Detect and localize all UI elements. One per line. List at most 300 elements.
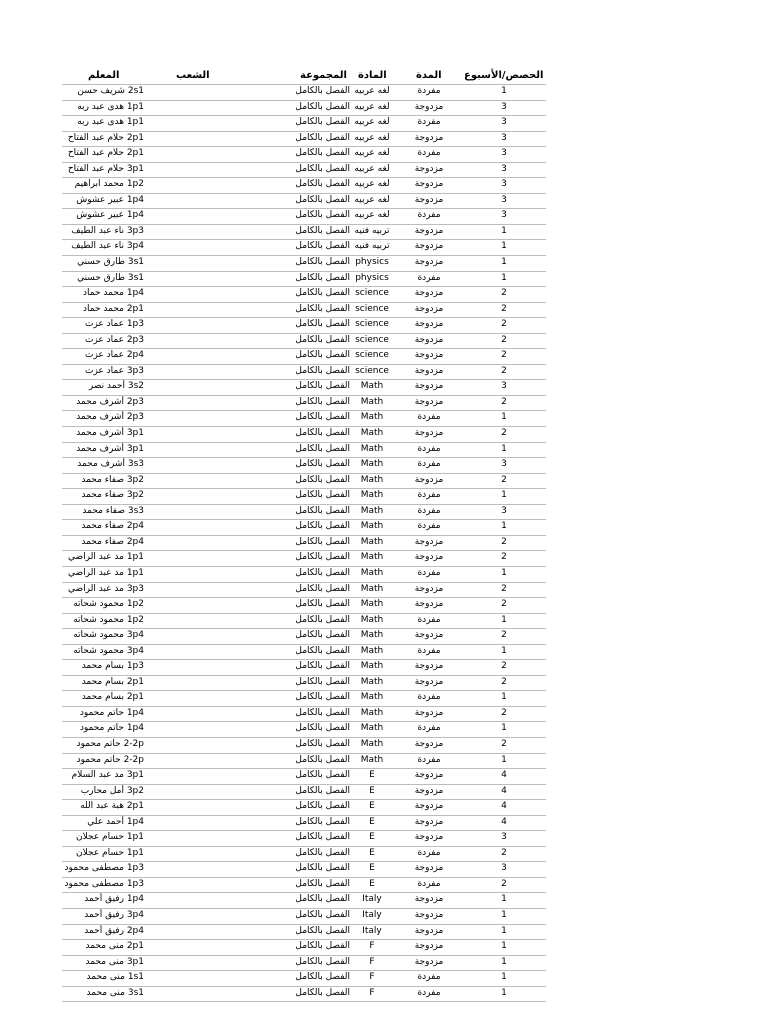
periods-cell: 1 [501,909,507,920]
group-cell: الفصل بالكامل [295,365,350,376]
group-cell: الفصل بالكامل [295,956,350,967]
table-row [62,753,546,769]
periods-cell: 1 [501,925,507,936]
group-cell: الفصل بالكامل [295,614,350,625]
group-cell: الفصل بالكامل [295,567,350,578]
teacher-cell: 1p1 هدى عبد ربه [77,101,144,112]
group-cell: الفصل بالكامل [295,536,350,547]
teacher-cell: 1p1 مد عبد الراضي [68,567,144,578]
table-row [62,815,546,831]
table-row [62,426,546,442]
teacher-cell: 2p1 حلام عبد الفتاح [67,148,144,159]
duration-cell: مزدوجة [414,396,444,407]
table-row [62,939,546,955]
table-row [62,457,546,473]
teacher-cell: 2p1 محمد حماد [83,303,144,314]
periods-cell: 2 [501,552,507,563]
teacher-cell: 2p4 عماد عزت [84,350,144,361]
subject-cell: science [355,319,389,330]
teacher-cell: 3p4 رفيق أحمد [84,909,144,920]
duration-cell: مزدوجة [414,583,444,594]
periods-cell: 2 [501,707,507,718]
periods-cell: 2 [501,599,507,610]
duration-cell: مزدوجة [414,474,444,485]
subject-cell: Math [360,428,384,439]
subject-cell: Math [360,692,384,703]
duration-cell: مفردة [417,614,441,625]
table-row [62,675,546,691]
subject-cell: Math [360,396,384,407]
subject-cell: Math [360,661,384,672]
table-row [62,131,546,147]
table-row [62,286,546,302]
subject-cell: Math [360,676,384,687]
subject-cell: Math [360,567,384,578]
subject-cell: F [369,972,375,983]
duration-cell: مزدوجة [414,630,444,641]
duration-cell: مزدوجة [414,163,444,174]
duration-cell: مفردة [417,86,441,96]
group-cell: الفصل بالكامل [295,194,350,205]
teacher-cell: 1p2 محمود شحاته [73,614,144,625]
duration-cell: مزدوجة [414,599,444,610]
table-row [62,302,546,318]
periods-cell: 3 [501,194,507,205]
teacher-cell: 2-2p حاتم محمود [76,754,144,765]
subject-cell: Math [360,474,384,485]
table-row [62,582,546,598]
periods-cell: 1 [501,241,507,252]
subject-cell: Math [360,754,384,765]
table-row [62,488,546,504]
group-cell: الفصل بالكامل [295,909,350,920]
table-row [62,986,546,1003]
subject-cell: physics [355,272,389,283]
duration-cell: مزدوجة [414,909,444,920]
teacher-cell: 2p1 هبة عبد الله [80,801,144,812]
table-row [62,193,546,209]
periods-cell: 3 [501,117,507,128]
group-cell: الفصل بالكامل [295,179,350,190]
group-cell: الفصل بالكامل [295,925,350,936]
duration-cell: مزدوجة [414,225,444,236]
group-cell: الفصل بالكامل [295,334,350,345]
periods-cell: 4 [501,770,507,781]
periods-cell: 2 [501,319,507,330]
periods-cell: 3 [501,163,507,174]
table-row [62,224,546,240]
teacher-cell: 2s1 شريف حسن [77,86,144,96]
header-group: المجموعة [300,70,347,81]
duration-cell: مفردة [417,692,441,703]
subject-cell: Math [360,490,384,501]
table-row [62,348,546,364]
group-cell: الفصل بالكامل [295,894,350,905]
subject-cell: لغه عربيه [354,210,390,221]
subject-cell: E [369,770,375,781]
periods-cell: 1 [501,521,507,532]
table-row [62,861,546,877]
subject-cell: E [369,878,375,889]
header-section: الشعب [176,70,210,81]
duration-cell: مفردة [417,490,441,501]
teacher-cell: 2p4 صفاء محمد [81,521,144,532]
teacher-cell: 3p1 أشرف محمد [76,443,144,454]
duration-cell: مفردة [417,272,441,283]
group-cell: الفصل بالكامل [295,941,350,952]
teacher-cell: 2p4 رفيق أحمد [84,925,144,936]
table-row [62,535,546,551]
periods-cell: 2 [501,350,507,361]
duration-cell: مفردة [417,505,441,516]
subject-cell: تربيه فنيه [354,225,390,236]
table-row [62,737,546,753]
subject-cell: Math [360,614,384,625]
group-cell: الفصل بالكامل [295,770,350,781]
teacher-cell: 3s2 أحمد نصر [88,381,144,392]
duration-cell: مزدوجة [414,941,444,952]
teacher-cell: 3p2 أمل محارب [80,785,144,796]
table-row [62,644,546,660]
duration-cell: مفردة [417,754,441,765]
periods-cell: 2 [501,303,507,314]
table-row [62,550,546,566]
teacher-cell: 3s3 أشرف محمد [77,459,144,470]
table-row [62,84,546,100]
duration-cell: مفردة [417,148,441,159]
subject-cell: E [369,832,375,843]
subject-cell: E [369,816,375,827]
periods-cell: 2 [501,878,507,889]
table-row [62,846,546,862]
table-row [62,146,546,162]
duration-cell: مفردة [417,878,441,889]
group-cell: الفصل بالكامل [295,754,350,765]
table-row [62,908,546,924]
group-cell: الفصل بالكامل [295,583,350,594]
table-row [62,784,546,800]
subject-cell: لغه عربيه [354,179,390,190]
teacher-cell: 1p1 حسام عجلان [76,832,144,843]
teacher-cell: 1p3 عماد عزت [84,319,144,330]
table-row [62,659,546,675]
group-cell: الفصل بالكامل [295,474,350,485]
table-row [62,613,546,629]
duration-cell: مزدوجة [414,536,444,547]
periods-cell: 2 [501,396,507,407]
periods-cell: 1 [501,225,507,236]
group-cell: الفصل بالكامل [295,132,350,143]
group-cell: الفصل بالكامل [295,972,350,983]
periods-cell: 2 [501,676,507,687]
subject-cell: E [369,847,375,858]
duration-cell: مزدوجة [414,770,444,781]
table-row [62,566,546,582]
subject-cell: لغه عربيه [354,163,390,174]
periods-cell: 1 [501,754,507,765]
table-row [62,830,546,846]
duration-cell: مفردة [417,521,441,532]
subject-cell: Math [360,521,384,532]
subject-cell: Italy [362,925,382,936]
group-cell: الفصل بالكامل [295,428,350,439]
periods-cell: 2 [501,661,507,672]
duration-cell: مفردة [417,987,441,998]
group-cell: الفصل بالكامل [295,521,350,532]
periods-cell: 3 [501,101,507,112]
teacher-cell: 3p3 مد عبد الراضي [68,583,144,594]
subject-cell: Italy [362,894,382,905]
subject-cell: Math [360,505,384,516]
teacher-cell: 3p1 حلام عبد الفتاح [67,163,144,174]
group-cell: الفصل بالكامل [295,738,350,749]
periods-cell: 1 [501,490,507,501]
periods-cell: 3 [501,179,507,190]
table-body [62,84,546,1002]
subject-cell: لغه عربيه [354,148,390,159]
subject-cell: Math [360,645,384,656]
group-cell: الفصل بالكامل [295,303,350,314]
subject-cell: لغه عربيه [354,101,390,112]
periods-cell: 2 [501,583,507,594]
group-cell: الفصل بالكامل [295,381,350,392]
teacher-cell: 3p1 مد عبد السلام [71,770,144,781]
duration-cell: مزدوجة [414,832,444,843]
table-row [62,255,546,271]
table-row [62,100,546,116]
group-cell: الفصل بالكامل [295,816,350,827]
group-cell: الفصل بالكامل [295,676,350,687]
subject-cell: Math [360,583,384,594]
group-cell: الفصل بالكامل [295,987,350,998]
table-row [62,519,546,535]
table-row [62,177,546,193]
duration-cell: مفردة [417,412,441,423]
subject-cell: Math [360,412,384,423]
teacher-cell: 3s1 طارق حسني [77,257,144,268]
periods-cell: 1 [501,987,507,998]
teacher-cell: 1p4 حاتم محمود [79,707,144,718]
group-cell: الفصل بالكامل [295,847,350,858]
teacher-cell: 3p1 أشرف محمد [76,428,144,439]
periods-cell: 1 [501,86,507,96]
teacher-cell: 3p4 محمود شحاته [73,630,144,641]
duration-cell: مفردة [417,972,441,983]
periods-cell: 3 [501,210,507,221]
teacher-cell: 1p4 أحمد علي [87,816,144,827]
subject-cell: F [369,956,375,967]
subject-cell: Math [360,459,384,470]
periods-cell: 3 [501,459,507,470]
periods-cell: 3 [501,863,507,874]
periods-cell: 1 [501,272,507,283]
group-cell: الفصل بالكامل [295,863,350,874]
teacher-cell: 3s3 صفاء محمد [82,505,144,516]
teacher-cell: 3p2 صفاء محمد [81,474,144,485]
duration-cell: مزدوجة [414,365,444,376]
teacher-cell: 3p3 ناء عبد الطيف [71,225,144,236]
teacher-cell: 1p2 محمد ابراهيم [74,179,144,190]
duration-cell: مزدوجة [414,319,444,330]
duration-cell: مزدوجة [414,194,444,205]
periods-cell: 2 [501,334,507,345]
teacher-cell: 1p4 عبير عشوش [76,210,144,221]
periods-cell: 1 [501,972,507,983]
table-row [62,271,546,287]
table-row [62,690,546,706]
table-row [62,706,546,722]
table-row [62,597,546,613]
subject-cell: Math [360,707,384,718]
periods-cell: 1 [501,692,507,703]
subject-cell: Math [360,630,384,641]
teacher-cell: 3p4 ناء عبد الطيف [71,241,144,252]
header-subject: المادة [358,70,387,81]
periods-cell: 1 [501,956,507,967]
periods-cell: 3 [501,381,507,392]
subject-cell: science [355,350,389,361]
periods-cell: 1 [501,412,507,423]
subject-cell: Math [360,723,384,734]
periods-cell: 2 [501,365,507,376]
teacher-cell: 3p1 منى محمد [85,956,144,967]
duration-cell: مزدوجة [414,101,444,112]
duration-cell: مفردة [417,443,441,454]
periods-cell: 2 [501,536,507,547]
group-cell: الفصل بالكامل [295,163,350,174]
teacher-cell: 1p3 بسام محمد [81,661,144,672]
teacher-cell: 3s1 طارق حسني [77,272,144,283]
periods-cell: 1 [501,443,507,454]
group-cell: الفصل بالكامل [295,785,350,796]
subject-cell: E [369,863,375,874]
table-row [62,317,546,333]
table-row [62,892,546,908]
subject-cell: physics [355,257,389,268]
group-cell: الفصل بالكامل [295,319,350,330]
duration-cell: مزدوجة [414,816,444,827]
teacher-cell: 2p1 حلام عبد الفتاح [67,132,144,143]
group-cell: الفصل بالكامل [295,878,350,889]
group-cell: الفصل بالكامل [295,630,350,641]
subject-cell: Italy [362,909,382,920]
duration-cell: مزدوجة [414,428,444,439]
periods-cell: 1 [501,614,507,625]
duration-cell: مزدوجة [414,785,444,796]
subject-cell: تربيه فنيه [354,241,390,252]
duration-cell: مزدوجة [414,257,444,268]
group-cell: الفصل بالكامل [295,210,350,221]
header-teacher: المعلم [88,70,120,81]
subject-cell: Math [360,443,384,454]
table-row [62,364,546,380]
table-row [62,504,546,520]
subject-cell: Math [360,552,384,563]
teacher-cell: 3p4 محمود شحاته [73,645,144,656]
periods-cell: 2 [501,288,507,299]
duration-cell: مزدوجة [414,707,444,718]
table-row [62,410,546,426]
table-row [62,239,546,255]
duration-cell: مفردة [417,645,441,656]
table-row [62,924,546,940]
teacher-cell: 3p3 عماد عزت [84,365,144,376]
table-header [62,68,546,84]
duration-cell: مزدوجة [414,303,444,314]
group-cell: الفصل بالكامل [295,86,350,96]
periods-cell: 3 [501,148,507,159]
teacher-cell: 1p3 مصطفى محمود [64,878,144,889]
subject-cell: Math [360,381,384,392]
duration-cell: مفردة [417,847,441,858]
subject-cell: لغه عربيه [354,117,390,128]
table-row [62,721,546,737]
teacher-cell: 2p3 أشرف محمد [76,396,144,407]
teacher-cell: 2p1 بسام محمد [81,676,144,687]
group-cell: الفصل بالكامل [295,707,350,718]
teacher-cell: 1p1 حسام عجلان [76,847,144,858]
table-row [62,970,546,986]
table-row [62,473,546,489]
group-cell: الفصل بالكامل [295,459,350,470]
duration-cell: مزدوجة [414,381,444,392]
table-row [62,208,546,224]
table-row [62,442,546,458]
subject-cell: science [355,303,389,314]
subject-cell: science [355,334,389,345]
duration-cell: مزدوجة [414,288,444,299]
duration-cell: مزدوجة [414,552,444,563]
teacher-cell: 3p2 صفاء محمد [81,490,144,501]
teacher-cell: 1s1 منى محمد [86,972,144,983]
duration-cell: مزدوجة [414,925,444,936]
group-cell: الفصل بالكامل [295,241,350,252]
group-cell: الفصل بالكامل [295,692,350,703]
group-cell: الفصل بالكامل [295,350,350,361]
table-row [62,955,546,971]
group-cell: الفصل بالكامل [295,225,350,236]
periods-cell: 4 [501,816,507,827]
subject-cell: F [369,987,375,998]
group-cell: الفصل بالكامل [295,272,350,283]
table-row [62,799,546,815]
teacher-cell: 2p3 عماد عزت [84,334,144,345]
table-row [62,628,546,644]
duration-cell: مزدوجة [414,863,444,874]
table-row [62,768,546,784]
teacher-cell: 3s1 منى محمد [86,987,144,998]
subject-cell: لغه عربيه [354,86,390,96]
teacher-cell: 1p1 هدى عبد ربه [77,117,144,128]
periods-cell: 4 [501,785,507,796]
subject-cell: E [369,801,375,812]
duration-cell: مزدوجة [414,334,444,345]
group-cell: الفصل بالكامل [295,490,350,501]
duration-cell: مفردة [417,210,441,221]
periods-cell: 3 [501,505,507,516]
table-row [62,379,546,395]
subject-cell: Math [360,599,384,610]
periods-cell: 1 [501,567,507,578]
teacher-cell: 2p1 بسام محمد [81,692,144,703]
periods-cell: 2 [501,630,507,641]
teacher-cell: 2p1 منى محمد [85,941,144,952]
subject-cell: Math [360,536,384,547]
duration-cell: مزدوجة [414,179,444,190]
schedule-table [62,68,546,1002]
periods-cell: 3 [501,832,507,843]
periods-cell: 1 [501,645,507,656]
